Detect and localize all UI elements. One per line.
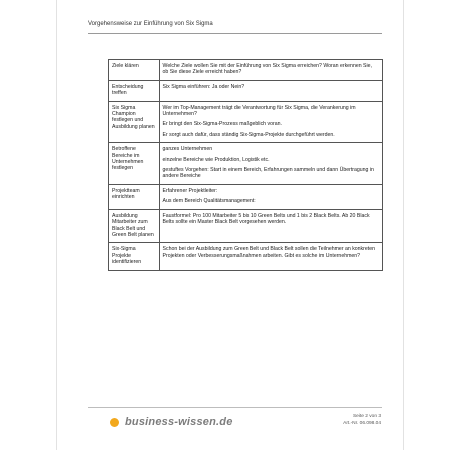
description-paragraph: Schon bei der Ausbildung zum Green Belt und Black Belt sollen die Teilnehmer an konkreten Projekten oder Verbesserungsmaßnahmen arbeiten. Gibt es solche im Unternehmen?: [162, 246, 375, 259]
step-cell: Six-Sigma Projekte identifizieren: [109, 243, 160, 270]
step-cell: Projektteam einrichten: [109, 184, 160, 209]
description-cell: [159, 209, 382, 243]
description-cell: [159, 60, 382, 81]
page-number: Seite 2 von 3: [352, 414, 381, 419]
article-number: Art.-Nr. 06.098.04: [343, 421, 381, 426]
table-row: [109, 101, 383, 143]
description-paragraph: ganzes Unternehmen: [162, 146, 213, 153]
description-cell: [159, 80, 382, 101]
description-cell: [159, 243, 382, 270]
header-divider: [88, 33, 382, 34]
description-paragraph: Six Sigma einführen: Ja oder Nein?: [162, 83, 245, 90]
description-cell: [159, 101, 382, 143]
description-cell: [159, 184, 382, 209]
description-paragraph: Erfahrener Projektleiter:: [162, 187, 218, 194]
description-paragraph: Welche Ziele wollen Sie mit der Einführung von Six Sigma erreichen? Woran erkennen Sie, ob Sie diese Ziele erreicht haben?: [162, 63, 372, 76]
document-title: Vorgehensweise zur Einführung von Six Sigma: [88, 21, 213, 27]
description-cell: [159, 143, 382, 185]
table-row: [109, 243, 383, 270]
description-paragraph: Wer im Top-Management trägt die Verantwortung für Six Sigma, die Verankerung im Unternehmen?: [162, 104, 356, 118]
table-row: [109, 143, 383, 185]
table-row: [109, 60, 383, 81]
step-cell: Six Sigma Champion festlegen und Ausbildung planen: [109, 101, 160, 143]
brand-logo: [110, 416, 233, 428]
description-paragraph: Er sorgt auch dafür, dass ständig Six-Sigma-Projekte durchgeführt werden.: [162, 131, 335, 138]
table-row: [109, 209, 383, 243]
footer-divider: [88, 407, 382, 408]
step-cell: Entscheidung treffen: [109, 80, 160, 101]
steps-table: [108, 59, 383, 271]
step-cell: Betroffene Bereiche im Unternehmen festlegen: [109, 143, 160, 185]
table-row: [109, 80, 383, 101]
table-row: [109, 184, 383, 209]
description-paragraph: einzelne Bereiche wie Produktion, Logistik etc.: [162, 156, 270, 163]
description-paragraph: gestuftes Vorgehen: Start in einem Bereich, Erfahrungen sammeln und dann Übertragung in andere Bereiche: [162, 167, 374, 180]
step-cell: Ziele klären: [109, 60, 160, 81]
description-paragraph: Aus dem Bereich Qualitätsmanagement:: [162, 198, 256, 205]
step-cell: Ausbildung Mitarbeiter zum Black Belt und Green Belt planen: [109, 209, 160, 243]
brand-name: business-wissen.de: [125, 416, 233, 428]
description-paragraph: Er bringt den Six-Sigma-Prozess maßgeblich voran.: [162, 121, 282, 128]
description-paragraph: Faustformel: Pro 100 Mitarbeiter 5 bis 10 Green Belts und 1 bis 2 Black Belts. Ab 20 Black Belts sollte ein Master Black Belt vorgesehen werden.: [162, 212, 370, 226]
logo-dot-icon: [110, 418, 119, 427]
